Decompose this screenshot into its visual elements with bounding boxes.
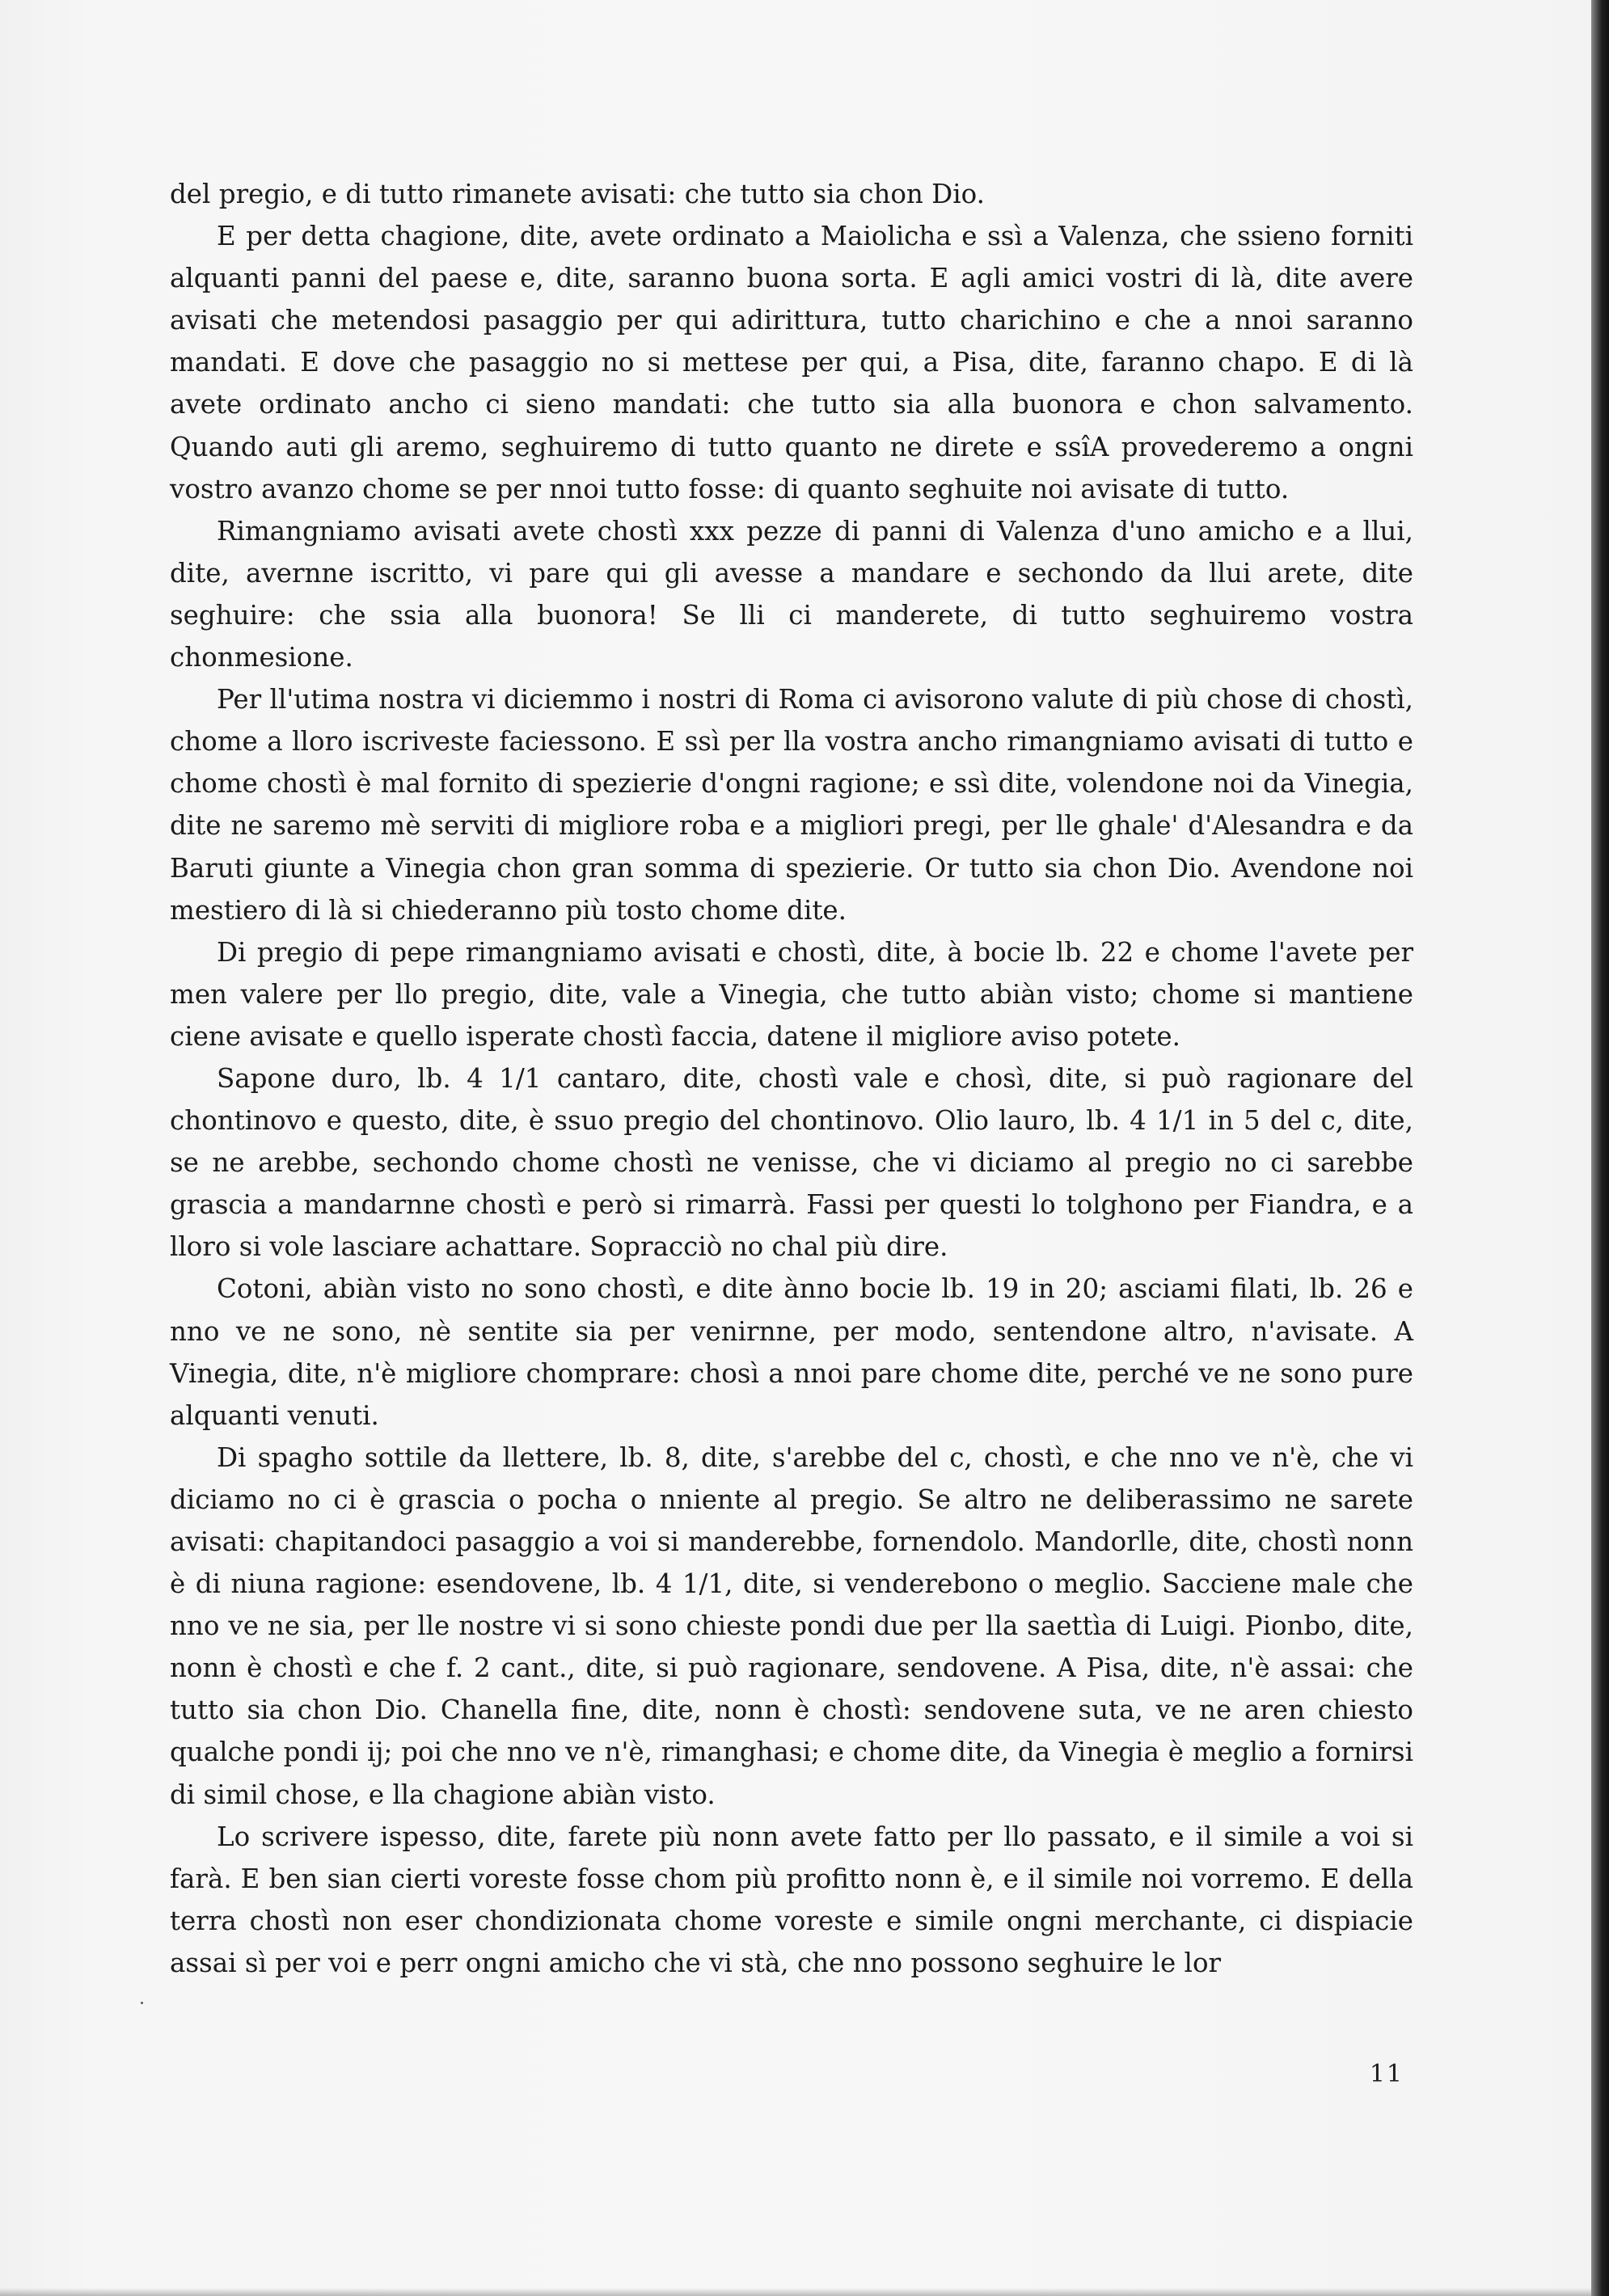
paper-speck bbox=[141, 2002, 143, 2004]
body-text bbox=[170, 173, 1413, 1984]
page-edge-shadow bbox=[1591, 0, 1609, 2296]
paragraph-8: Di spagho sottile da llettere, lb. 8, dite, s'arebbe del c, chostì, e che nno ve n'è, che vi diciamo no ci è grascia o pocha o nniente al pregio. Se altro ne deliberassimo ne sarete avisati: chapitandoci pasaggio a voi si manderebbe, fornendolo. Mandorlle, dite, chostì nonn è di niuna ragione: esendovene, lb. 4 1/1, dite, si venderebono o meglio. Sacciene male che nno ve ne sia, per lle nostre vi si sono chieste pondi due per lla saettìa di Luigi. Pionbo, dite, nonn è chostì e che f. 2 cant., dite, si può ragionare, sendovene. A Pisa, dite, n'è assai: che tutto sia chon Dio. Chanella fine, dite, nonn è chostì: sendovene suta, ve ne aren chiesto qualche pondi ij; poi che nno ve n'è, rimanghasi; e chome dite, da Vinegia è meglio a fornirsi di simil chose, e lla chagione abiàn visto. bbox=[170, 1441, 1413, 1810]
paragraph-4: Per ll'utima nostra vi diciemmo i nostri di Roma ci avisorono valute di più chose di chostì, chome a lloro iscriveste faciessono. E ssì per lla vostra ancho rimangniamo avisati di tutto e chome chostì è mal fornito di spezierie d'ongni ragione; e ssì dite, volendone noi da Vinegia, dite ne saremo mè serviti di migliore roba e a migliori pregi, per lle ghale' d'Alesandra e da Baruti giunte a Vinegia chon gran somma di spezierie. Or tutto sia chon Dio. Avendone noi mestiero di là si chiederanno più tosto chome dite. bbox=[170, 684, 1413, 926]
paragraph-1: del pregio, e di tutto rimanete avisati: che tutto sia chon Dio. bbox=[170, 179, 985, 209]
paragraph-7: Cotoni, abiàn visto no sono chostì, e dite ànno bocie lb. 19 in 20; asciami filati, lb. 26 e nno ve ne sono, nè sentite sia per venirnne, per modo, sentendone altro, n'avisate. A Vinegia, dite, n'è migliore chomprare: chosì a nnoi pare chome dite, perché ve ne sono pure alquanti venuti. bbox=[170, 1273, 1413, 1431]
paragraph-2: E per detta chagione, dite, avete ordinato a Maiolicha e ssì a Valenza, che ssieno forniti alquanti panni del paese e, dite, saranno buona sorta. E agli amici vostri di là, dite avere avisati che metendosi pasaggio per qui adirittura, tutto charichino e che a nnoi saranno mandati. E dove che pasaggio no si mettese per qui, a Pisa, dite, faranno chapo. E di là avete ordinato ancho ci sieno mandati: che tutto sia alla buonora e chon salvamento. Quando auti gli aremo, seghuiremo di tutto quanto ne direte e ssîA provederemo a ongni vostro avanzo chome se per nnoi tutto fosse: di quanto seghuite noi avisate di tutto. bbox=[170, 221, 1413, 504]
paragraph-3: Rimangniamo avisati avete chostì xxx pezze di panni di Valenza d'uno amicho e a llui, dite, avernne iscritto, vi pare qui gli avesse a mandare e sechondo da llui arete, dite seghuire: che ssia alla buonora! Se lli ci manderete, di tutto seghuiremo vostra chonmesione. bbox=[170, 515, 1413, 673]
page-number: 11 bbox=[1369, 2060, 1404, 2088]
bottom-edge-shadow bbox=[0, 2288, 1591, 2296]
paragraph-5: Di pregio di pepe rimangniamo avisati e chostì, dite, à bocie lb. 22 e chome l'avete per men valere per llo pregio, dite, vale a Vinegia, che tutto abiàn visto; chome si mantiene ciene avisate e quello isperate chostì faccia, datene il migliore aviso potete. bbox=[170, 936, 1413, 1052]
paragraph-9: Lo scrivere ispesso, dite, farete più nonn avete fatto per llo passato, e il simile a voi si farà. E ben sian cierti voreste fosse chom più profitto nonn è, e il simile noi vorremo. E della terra chostì non eser chondizionata chome voreste e simile ongni merchante, ci dispiacie assai sì per voi e perr ongni amicho che vi stà, che nno possono seghuire le lor bbox=[170, 1821, 1413, 1978]
paragraph-6: Sapone duro, lb. 4 1/1 cantaro, dite, chostì vale e chosì, dite, si può ragionare del chontinovo e questo, dite, è ssuo pregio del chontinovo. Olio lauro, lb. 4 1/1 in 5 del c, dite, se ne arebbe, sechondo chome chostì ne venisse, che vi diciamo al pregio no ci sarebbe grascia a mandarnne chostì e però si rimarrà. Fassi per questi lo tolghono per Fiandra, e a lloro si vole lasciare achattare. Sopracciò no chal più dire. bbox=[170, 1062, 1413, 1263]
